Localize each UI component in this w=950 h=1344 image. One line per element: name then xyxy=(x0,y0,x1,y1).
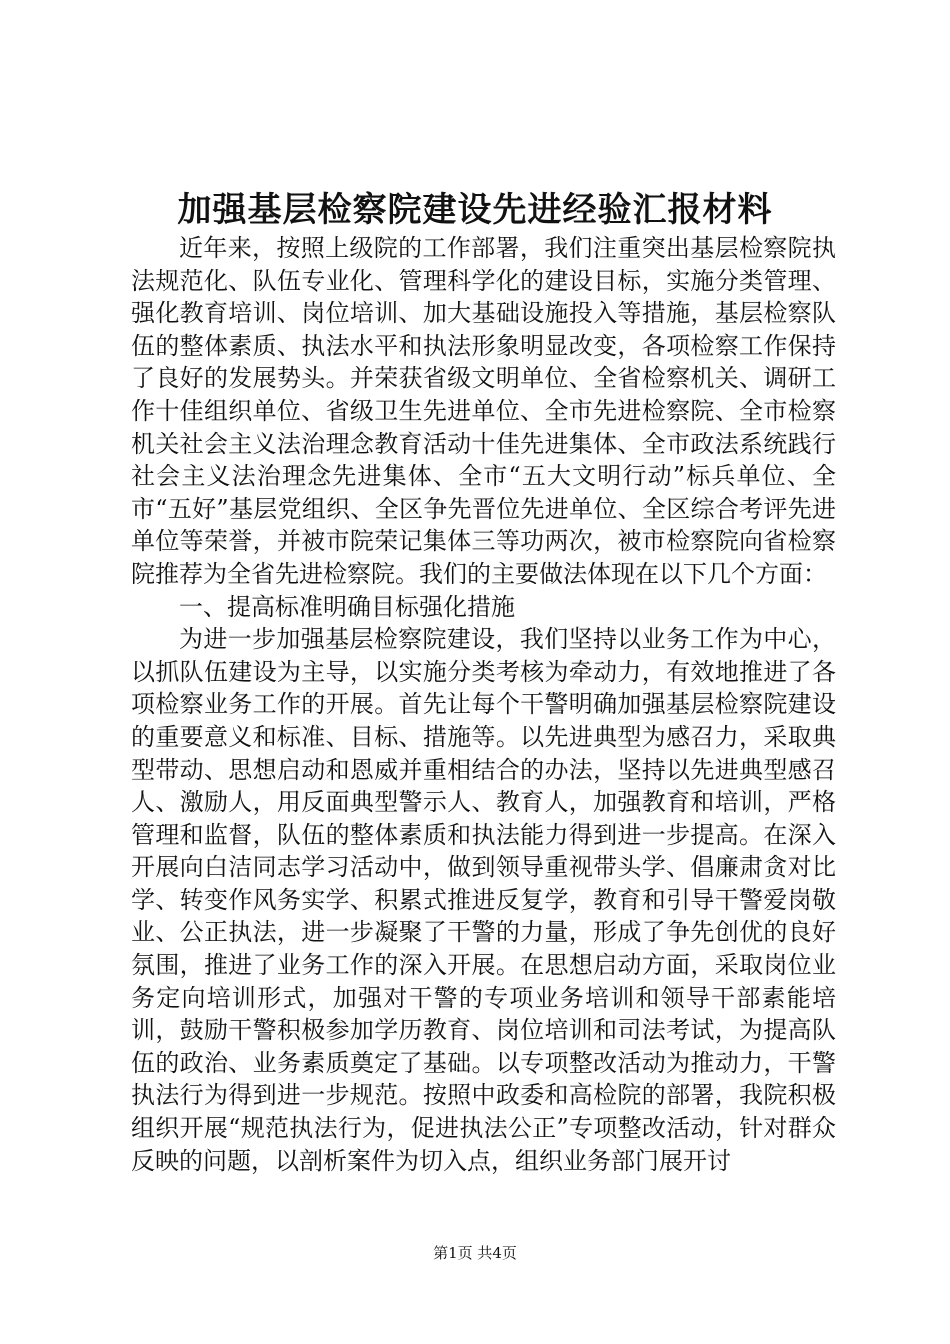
section-heading-1: 一、提高标准明确目标强化措施 xyxy=(179,592,515,621)
document-title: 加强基层检察院建设先进经验汇报材料 xyxy=(177,190,773,230)
intro-paragraph: 近年来，按照上级院的工作部署，我们注重突出基层检察院执法规范化、队伍专业化、管理科学化的建设目标，实施分类管理、强化教育培训、岗位培训、加大基础设施投入等措施，基层检察队伍的整体素质、执法水平和执法形象明显改变，各项检察工作保持了良好的发展势头。并荣获省级文明单位、全省检察机关、调研工作十佳组织单位、省级卫生先进单位、全市先进检察院、全市检察机关社会主义法治理念教育活动十佳先进集体、全市政法系统践行社会主义法治理念先进集体、全市“五大文明行动”标兵单位、全市“五好”基层党组织、全区争先晋位先进单位、全区综合考评先进单位等荣誉，并被市院荣记集体三等功两次，被市检察院向省检察院推荐为全省先进检察院。我们的主要做法体现在以下几个方面： xyxy=(131,234,836,588)
section-1-paragraph: 为进一步加强基层检察院建设，我们坚持以业务工作为中心，以抓队伍建设为主导，以实施分类考核为牵动力，有效地推进了各项检察业务工作的开展。首先让每个干警明确加强基层检察院建设的重要意义和标准、目标、措施等。以先进典型为感召力，采取典型带动、思想启动和恩威并重相结合的办法，坚持以先进典型感召人、激励人，用反面典型警示人、教育人，加强教育和培训，严格管理和监督，队伍的整体素质和执法能力得到进一步提高。在深入开展向白洁同志学习活动中，做到领导重视带头学、倡廉肃贪对比学、转变作风务实学、积累式推进反复学，教育和引导干警爱岗敬业、公正执法，进一步凝聚了干警的力量，形成了争先创优的良好氛围，推进了业务工作的深入开展。在思想启动方面，采取岗位业务定向培训形式，加强对干警的专项业务培训和领导干部素能培训，鼓励干警积极参加学历教育、岗位培训和司法考试，为提高队伍的政治、业务素质奠定了基础。以专项整改活动为推动力，干警执法行为得到进一步规范。按照中政委和高检院的部署，我院积极组织开展“规范执法行为，促进执法公正”专项整改活动，针对群众反映的问题，以剖析案件为切入点，组织业务部门展开讨 xyxy=(131,625,836,1175)
document-body xyxy=(131,232,836,1177)
page-number-footer: 第1页 共4页 xyxy=(433,1244,517,1262)
